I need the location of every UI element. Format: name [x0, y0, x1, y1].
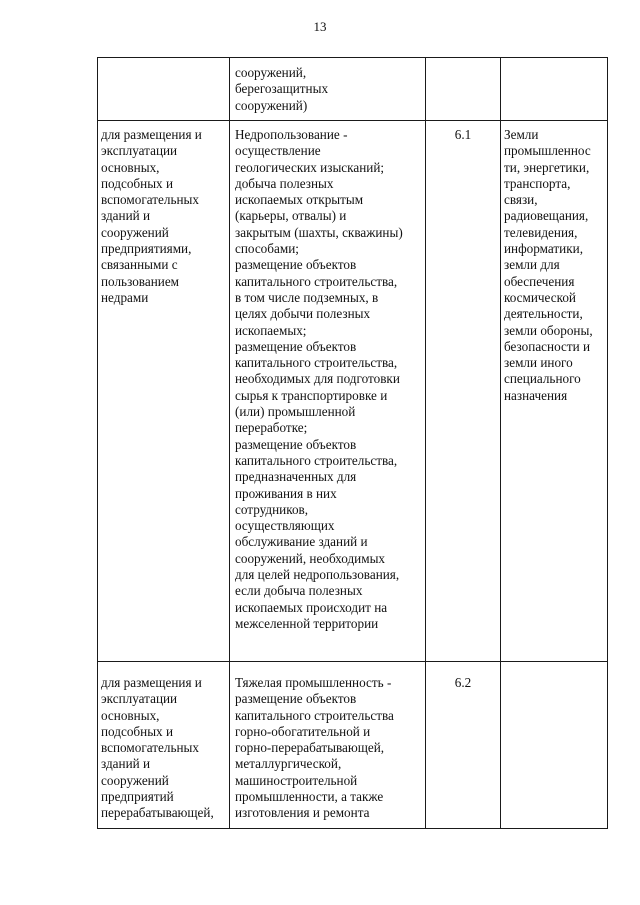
row-divider	[97, 661, 608, 662]
table-cell-code: 6.1	[454, 127, 472, 142]
column-divider	[229, 57, 230, 829]
table-cell-purpose: для размещения и эксплуатации основных, подсобных и вспомогательных зданий и сооружений предприятий перерабатывающей,	[101, 675, 214, 821]
table-border-bottom	[97, 828, 608, 829]
page-number: 13	[313, 19, 327, 34]
table-cell-code: 6.2	[454, 675, 472, 690]
table-cell-land-category: Земли промышленнос ти, энергетики, транспорта, связи, радиовещания, телевидения, информатики, земли для обеспечения космической деятельности, земли обороны, безопасности и земли иного специального назначения	[504, 127, 593, 403]
table-cell-purpose: для размещения и эксплуатации основных, подсобных и вспомогательных зданий и сооружений предприятиями, связанными с пользованием недрами	[101, 127, 202, 305]
column-divider	[500, 57, 501, 829]
table-cell-activity: сооружений, берегозащитных сооружений)	[235, 65, 329, 113]
column-divider	[425, 57, 426, 829]
table-cell-activity: Тяжелая промышленность - размещение объектов капитального строительства горно-обогатительной и горно-перерабатывающей, металлургической, машиностроительной промышленности, а также изготовления и ремонта	[235, 675, 394, 821]
table-border-right	[607, 57, 608, 829]
table-cell-activity: Недропользование - осуществление геологических изысканий; добыча полезных ископаемых открытым (карьеры, отвалы) и закрытым (шахты, скважины) способами; размещение объектов капитального строительства, в том числе подземных, в целях добычи полезных ископаемых; размещение объектов капитального строительства, необходимых для подготовки сырья к транспортировке и (или) промышленной переработке; размещение объектов капитального строительства, предназначенных для проживания в них сотрудников, осуществляющих обслуживание зданий и сооружений, необходимых для целей недропользования, если добыча полезных ископаемых происходит на межселенной территории	[235, 127, 403, 631]
land-use-table	[97, 57, 608, 829]
table-border-top	[97, 57, 608, 58]
row-divider	[97, 120, 608, 121]
table-border-left	[97, 57, 98, 829]
